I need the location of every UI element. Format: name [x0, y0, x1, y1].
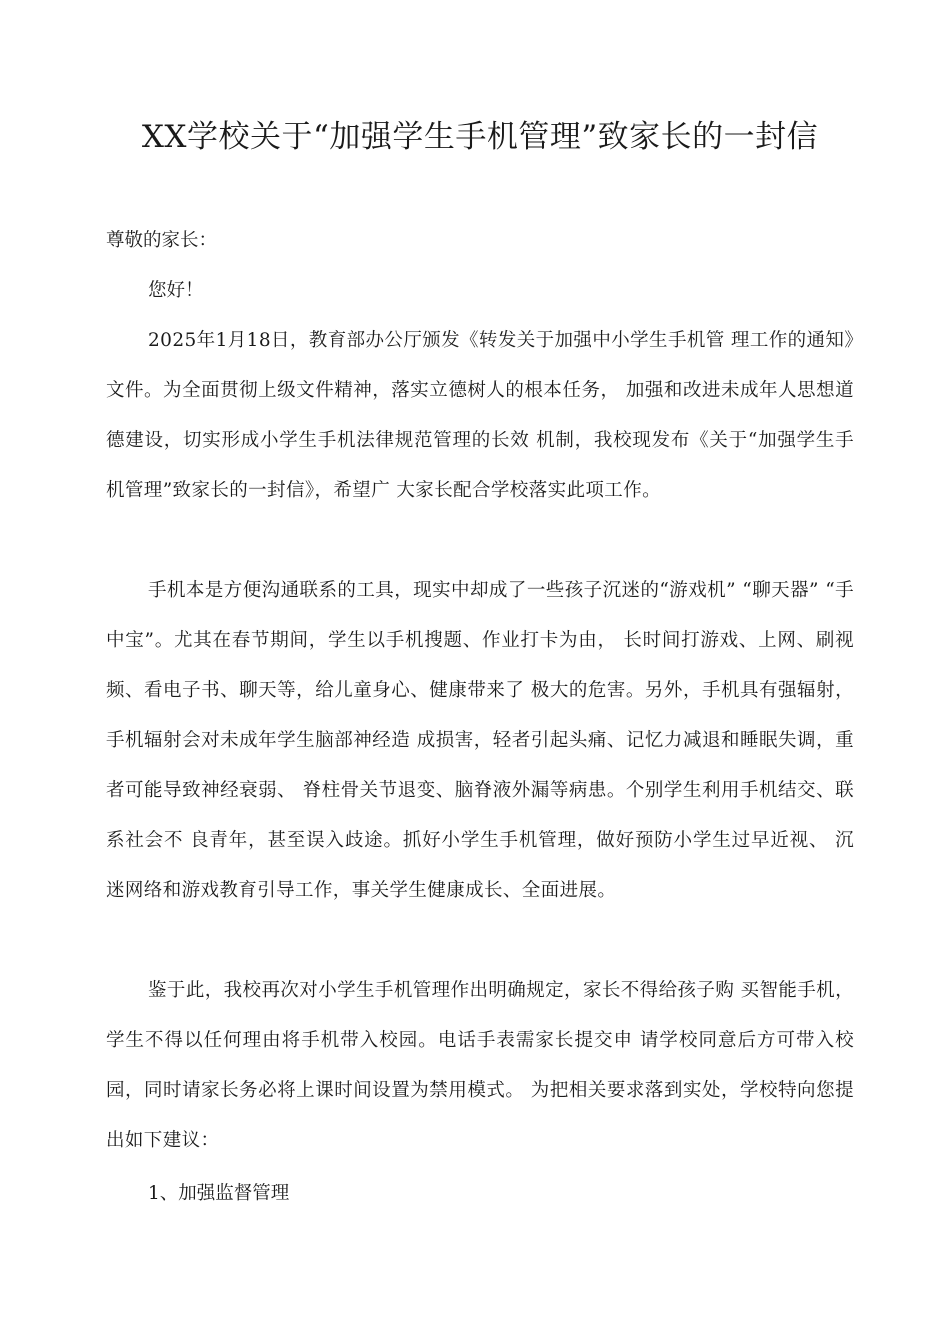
- paragraph-phone-harm: 手机本是方便沟通联系的工具，现实中却成了一些孩子沉迷的“游戏机” “聊天器” “手中宝”。尤其在春节期间，学生以手机搜题、作业打卡为由， 长时间打游戏、上网、刷视频、看电子书、聊天等，给儿童身心、健康带来了 极大的危害。另外，手机具有强辐射，手机辐射会对未成年学生脑部神经造 成损害，轻者引起头痛、记忆力减退和睡眠失调，重者可能导致神经衰弱、 脊柱骨关节退变、脑脊液外漏等病患。个别学生利用手机结交、联系社会不 良青年，甚至误入歧途。抓好小学生手机管理，做好预防小学生过早近视、 沉迷网络和游戏教育引导工作，事关学生健康成长、全面进展。: [106, 580, 854, 901]
- greeting: 您好！: [148, 280, 204, 301]
- salutation: 尊敬的家长：: [106, 230, 218, 251]
- letter-title: XX学校关于“加强学生手机管理”致家长的一封信: [141, 119, 819, 155]
- paragraph-school-rules: 鉴于此，我校再次对小学生手机管理作出明确规定，家长不得给孩子购 买智能手机，学生不得以任何理由将手机带入校园。电话手表需家长提交申 请学校同意后方可带入校园，同时请家长务必将上课时间设置为禁用模式。 为把相关要求落到实处，学校特向您提出如下建议：: [106, 980, 854, 1151]
- paragraph-notice: 2025年1月18日，教育部办公厅颁发《转发关于加强中小学生手机管 理工作的通知》文件。为全面贯彻上级文件精神，落实立德树人的根本任务， 加强和改进未成年人思想道德建设，切实形成小学生手机法律规范管理的长效 机制，我校现发布《关于“加强学生手机管理”致家长的一封信》，希望广 大家长配合学校落实此项工作。: [106, 330, 854, 501]
- list-item-supervision: 1、加强监督管理: [148, 1183, 290, 1204]
